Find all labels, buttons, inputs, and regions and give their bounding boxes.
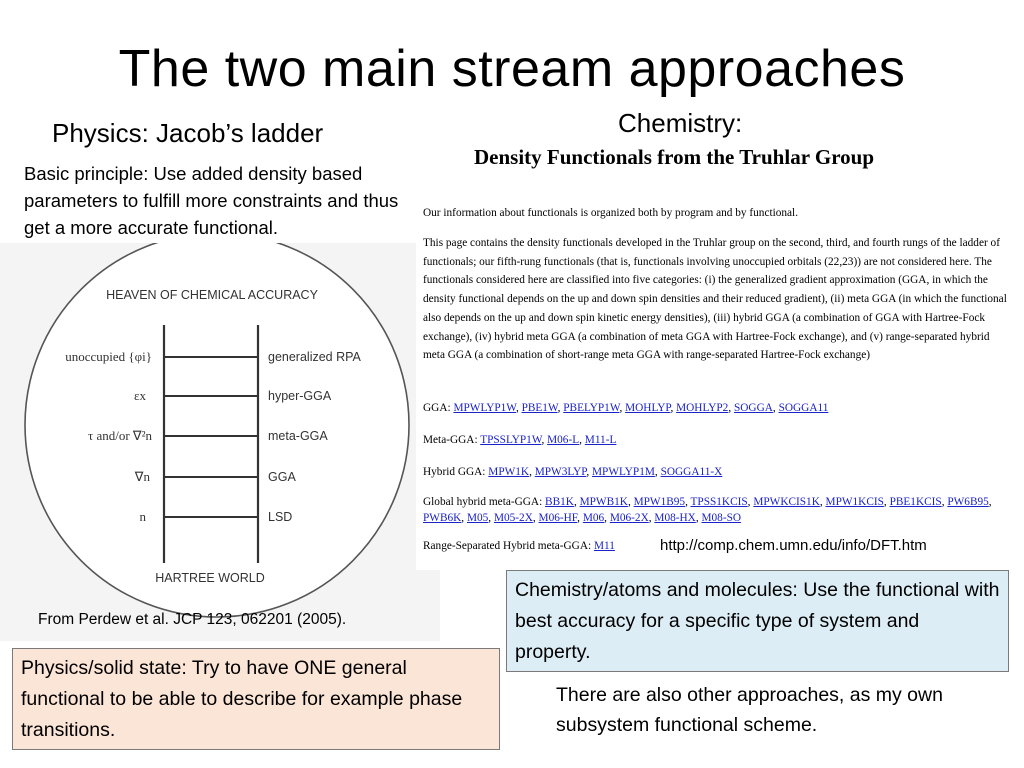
category-label: Hybrid GGA:: [423, 466, 489, 478]
functional-link[interactable]: MPWLYP1W: [453, 402, 516, 414]
category-label: Range-Separated Hybrid meta-GGA:: [423, 540, 594, 552]
ladder-bottom-label: HARTREE WORLD: [155, 571, 265, 585]
functional-link[interactable]: MPW1K: [488, 466, 530, 478]
rung-left-label: ∇n: [134, 469, 150, 484]
truhlar-intro: Our information about functionals is organized both by program and by functional.: [423, 207, 799, 219]
functional-link[interactable]: MPW3LYP: [534, 466, 587, 478]
functional-link[interactable]: SOGGA11: [778, 402, 829, 414]
figure-caption: From Perdew et al. JCP 123, 062201 (2005).: [38, 611, 347, 628]
truhlar-paragraph: This page contains the density functionals developed in the Truhlar group on the second, third, and fourth rungs of the ladder of functionals; our fifth-rung functionals (that is, functionals involving unoccupied orbitals (22,23)) are not considered here. The functionals considered here are classified into five categories: (i) the generalized gradient approximation (GGA, in which the density functional depends on the up and down spin densities and their reduced gradient), (ii) meta GGA (in which the functional also depends on the up and down spin kinetic energy densities), (iii) hybrid GGA (a combination of GGA with Hartree-Fock exchange), (iv) hybrid meta GGA (a combination of meta GGA with Hartree-Fock exchange), and (v) range-separated hybrid meta GGA (a combination of short-range meta GGA with range-separated Hartree-Fock exchange): [423, 237, 1007, 362]
rung-left-label: εx: [134, 388, 146, 403]
functional-link[interactable]: M06-L: [547, 434, 580, 446]
rung-right-label: generalized RPA: [268, 350, 361, 364]
basic-principle-text: Basic principle: Use added density based parameters to fulfill more constraints and thus get a more accurate functional.: [24, 163, 399, 238]
functional-link[interactable]: M11-L: [584, 434, 617, 446]
jacobs-ladder-figure: [0, 243, 440, 641]
slide-title: The two main stream approaches: [118, 40, 906, 98]
rung-right-label: hyper-GGA: [268, 389, 332, 403]
rung-left-label: τ and/or ∇²n: [87, 428, 152, 443]
functional-link[interactable]: PBE1W: [521, 402, 558, 414]
functional-link[interactable]: TPSSLYP1W: [480, 434, 542, 446]
functional-link[interactable]: M08-HX: [654, 512, 696, 524]
chemistry-approach-box: Chemistry/atoms and molecules: Use the functional with best accuracy for a specific type of system and property.: [506, 570, 1009, 672]
functional-link[interactable]: M06: [582, 512, 605, 524]
rung-right-label: GGA: [268, 470, 296, 484]
functional-link[interactable]: MPWLYP1M: [592, 466, 655, 478]
rung-left-label: unoccupied {φi}: [65, 349, 152, 364]
functional-link[interactable]: SOGGA11-X: [660, 466, 723, 478]
rung-right-label: LSD: [268, 510, 293, 524]
physics-heading: Physics: Jacob’s ladder: [52, 118, 324, 148]
ladder-top-label: HEAVEN OF CHEMICAL ACCURACY: [106, 288, 318, 302]
functional-link[interactable]: PWB6K: [423, 512, 462, 524]
jacobs-ladder-diagram: [0, 243, 440, 641]
functional-link[interactable]: MPWB1K: [579, 496, 628, 508]
functional-link[interactable]: PBELYP1W: [563, 402, 620, 414]
functional-link[interactable]: BB1K: [545, 496, 574, 508]
rung-right-label: meta-GGA: [268, 429, 328, 443]
physics-approach-box: Physics/solid state: Try to have ONE general functional to be able to describe for example phase transitions.: [12, 648, 500, 750]
functional-link[interactable]: TPSS1KCIS: [690, 496, 748, 508]
truhlar-title: Density Functionals from the Truhlar Group: [474, 145, 875, 169]
chemistry-heading: Chemistry:: [618, 108, 743, 138]
functional-link[interactable]: PW6B95: [947, 496, 989, 508]
other-approaches-text: There are also other approaches, as my own subsystem functional scheme.: [556, 684, 943, 736]
functional-link[interactable]: MOHLYP: [625, 402, 671, 414]
category-label: Global hybrid meta-GGA:: [423, 496, 546, 508]
functional-link[interactable]: M11: [593, 540, 615, 552]
functional-link[interactable]: M05-2X: [493, 512, 533, 524]
functional-link[interactable]: MPWKCIS1K: [753, 496, 820, 508]
functional-link[interactable]: M06-2X: [609, 512, 649, 524]
category-label: GGA:: [423, 402, 454, 414]
rung-left-label: n: [139, 509, 146, 524]
functional-link[interactable]: MOHLYP2: [676, 402, 729, 414]
source-url: http://comp.chem.umn.edu/info/DFT.htm: [660, 537, 927, 554]
truhlar-webpage-excerpt: [416, 140, 1016, 570]
category-global-hybrid-meta-gga: Global hybrid meta-GGA: BB1K, MPWB1K, MPW1B95, TPSS1KCIS, MPWKCIS1K, MPW1KCIS, PBE1KCIS, PW6B95, PWB6K, M05, M05-2X, M06-HF, M06, M06-2X, M08-HX, M08-SO: [423, 496, 992, 524]
functional-link[interactable]: M06-HF: [538, 512, 578, 524]
category-hybrid-gga: Hybrid GGA: MPW1K, MPW3LYP, MPWLYP1M, SOGGA11-X: [423, 466, 723, 478]
functional-link[interactable]: M05: [466, 512, 489, 524]
functional-link[interactable]: MPW1B95: [633, 496, 686, 508]
category-label: Meta-GGA:: [423, 434, 481, 446]
functional-link[interactable]: MPW1KCIS: [825, 496, 884, 508]
category-gga: GGA: MPWLYP1W, PBE1W, PBELYP1W, MOHLYP, MOHLYP2, SOGGA, SOGGA11: [423, 402, 829, 414]
category-meta-gga: Meta-GGA: TPSSLYP1W, M06-L, M11-L: [423, 434, 617, 446]
functional-link[interactable]: SOGGA: [733, 402, 773, 414]
functional-link[interactable]: PBE1KCIS: [889, 496, 942, 508]
functional-link[interactable]: M08-SO: [701, 512, 742, 524]
